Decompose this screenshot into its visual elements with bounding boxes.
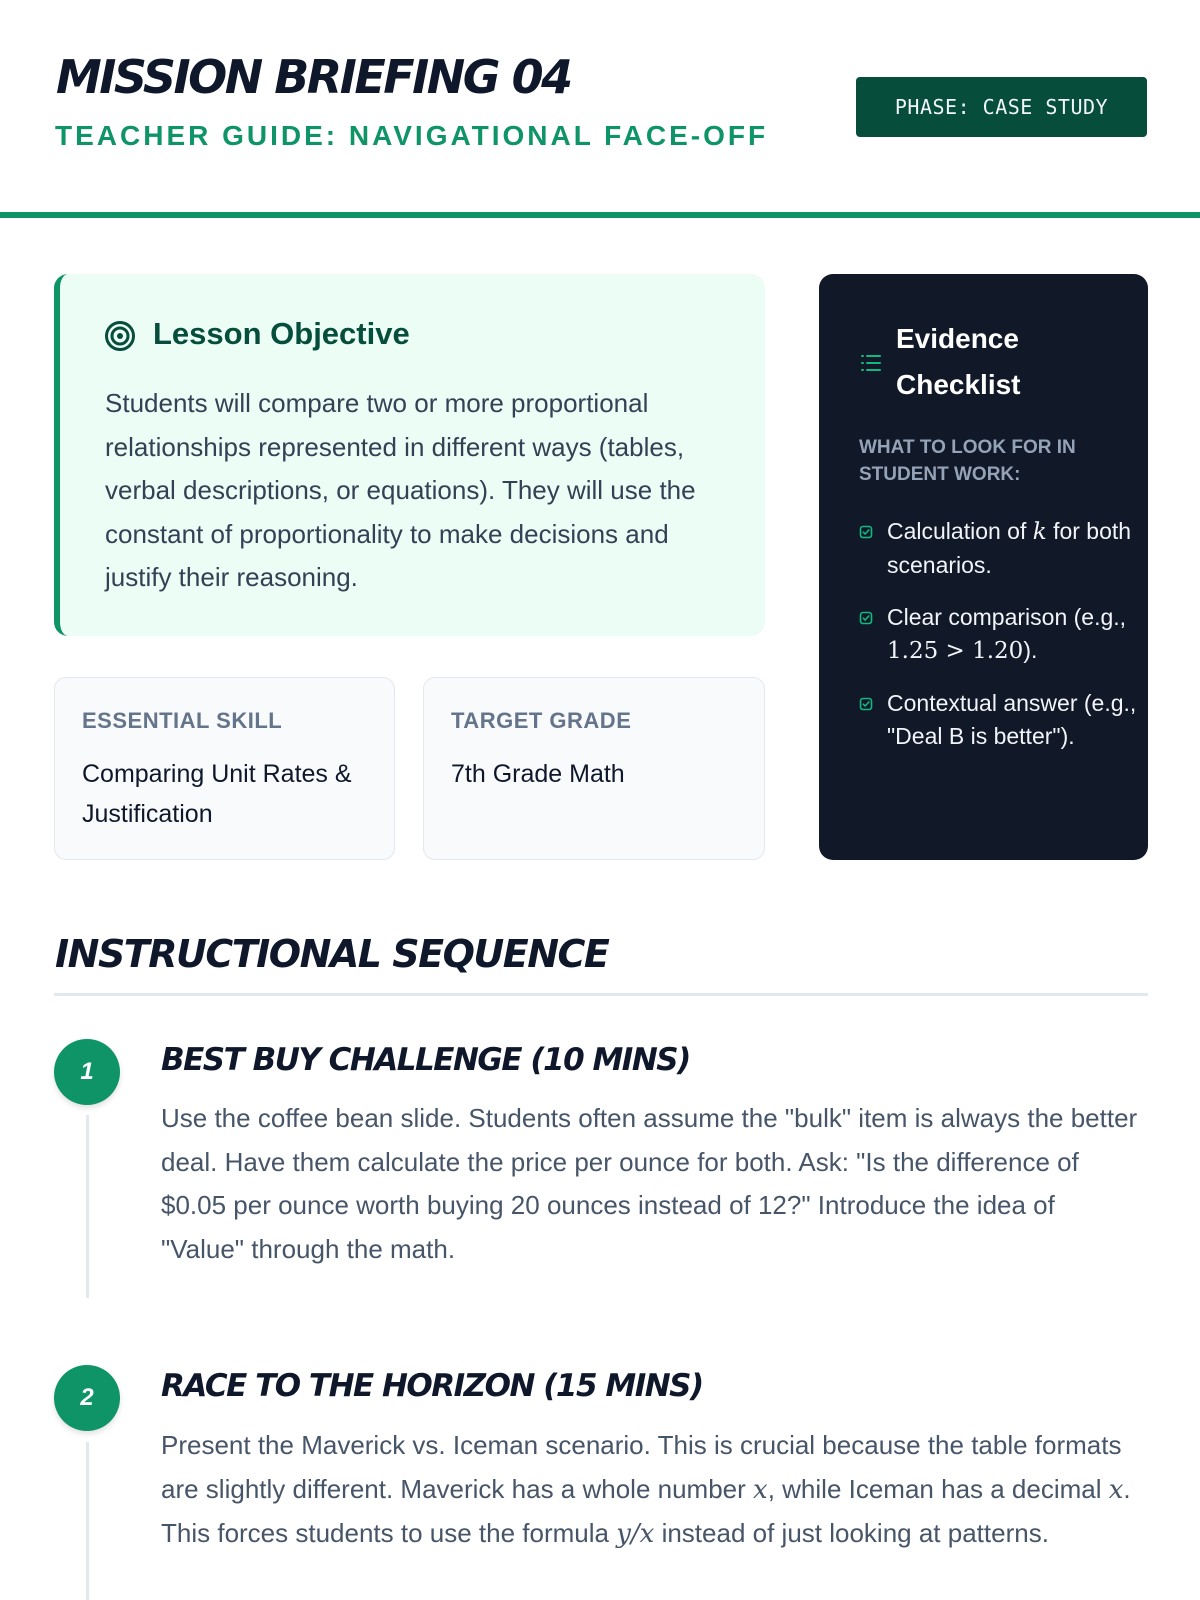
checkbox-icon xyxy=(859,611,873,625)
target-icon xyxy=(104,320,136,352)
lesson-objective-panel xyxy=(54,274,765,636)
step-text: Present the Maverick vs. Iceman scenario. This is crucial because the table formats are slightly different. Maverick has a whole number x, while Iceman has a decimal x. This forces students to use the formula y/x instead of just looking at patterns. xyxy=(161,1430,1131,1549)
phase-badge: PHASE: CASE STUDY xyxy=(856,77,1147,137)
step-text: Use the coffee bean slide. Students often assume the "bulk" item is always the better deal. Have them calculate the price per ounce for both. Ask: "Is the difference of $0.05 per ounce worth buying 20 ounces instead of 12?" Introduce the idea of "Value" through the math. xyxy=(161,1103,1138,1264)
lesson-objective-title: Lesson Objective xyxy=(153,316,410,351)
target-grade-card xyxy=(423,677,765,860)
checklist-item-text: Calculation of k for both scenarios. xyxy=(887,518,1132,578)
target-grade-label: TARGET GRADE xyxy=(451,708,632,733)
checkbox-icon xyxy=(859,525,873,539)
header-divider xyxy=(0,212,1200,218)
timeline-connector xyxy=(86,1442,89,1600)
evidence-checklist-subtitle: WHAT TO LOOK FOR IN STUDENT WORK: xyxy=(859,437,1076,485)
checklist-item-text: Contextual answer (e.g., "Deal B is better"). xyxy=(887,690,1137,749)
section-divider xyxy=(54,993,1148,996)
section-title: INSTRUCTIONAL SEQUENCE xyxy=(55,932,609,976)
list-icon xyxy=(859,351,883,375)
step-number-badge: 2 xyxy=(54,1365,120,1431)
page-header xyxy=(54,0,1148,216)
step-title: RACE TO THE HORIZON (15 MINS) xyxy=(161,1368,703,1404)
lesson-objective-text: Students will compare two or more proportional relationships represented in different ways (tables, verbal descriptions, or equations). They will use the constant of proportionality to make decisions and justify their reasoning. xyxy=(105,388,696,592)
evidence-checklist-title: Evidence Checklist xyxy=(896,323,1021,400)
essential-skill-value: Comparing Unit Rates & Justification xyxy=(82,760,352,828)
essential-skill-card xyxy=(54,677,395,860)
page-title: MISSION BRIEFING 04 xyxy=(56,50,571,104)
page-subtitle: TEACHER GUIDE: NAVIGATIONAL FACE-OFF xyxy=(55,120,769,151)
timeline-connector xyxy=(86,1115,89,1298)
evidence-checklist-panel xyxy=(819,274,1148,860)
step-number-badge: 1 xyxy=(54,1039,120,1105)
essential-skill-label: ESSENTIAL SKILL xyxy=(82,708,283,733)
checkbox-icon xyxy=(859,697,873,711)
step-title: BEST BUY CHALLENGE (10 MINS) xyxy=(161,1042,690,1078)
target-grade-value: 7th Grade Math xyxy=(451,760,625,788)
checklist-item-text: Clear comparison (e.g., 1.25 > 1.20). xyxy=(887,604,1127,664)
